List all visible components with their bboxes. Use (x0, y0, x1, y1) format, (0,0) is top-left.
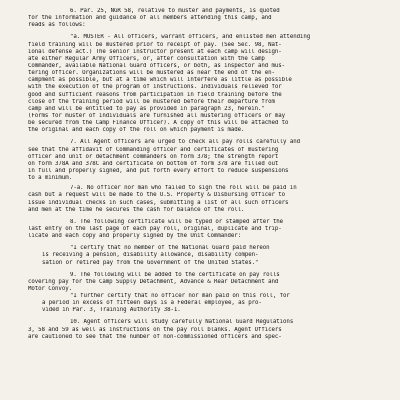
federal-employee-certificate-line: vided in Par. 3, Training Authority 38-1. (42, 307, 181, 314)
muster-quote-line: "a. MUSTER - All officers, warrant officers, and enlisted men attending (70, 34, 311, 41)
paragraph-8-line: last entry on the last page of each pay roll, original, duplicate and trip- (28, 225, 282, 232)
paragraph-7 (28, 139, 388, 182)
muster-quote-line: ional defense act.) The senior instructor present at each camp will design- (28, 48, 282, 55)
muster-quote-line: close of the training period will be mustered before their departure from (28, 98, 275, 105)
paragraph-7-line: on form 378A and 378C and certificate on bottom of form 378 are filled out (28, 160, 279, 167)
muster-quote-line: (Forms for muster of individuals are furnished all mustering officers or may (28, 112, 286, 119)
paragraph-6 (28, 8, 388, 134)
paragraph-7-line: 7. All Agent officers are urged to check all pay rolls carefully and (70, 139, 300, 146)
paragraph-8-line: licate and each copy and properly signed by the Unit Commander: (28, 233, 242, 240)
paragraph-10 (28, 319, 388, 340)
pension-certificate-line: is receiving a pension, disability allowance, disability compen- (42, 252, 259, 259)
paragraph-7-line: in full and properly signed, and put forth every effort to reduce suspensions (28, 167, 289, 174)
muster-quote-line: Commander, available National Guard officers, or both, as inspector and mus- (28, 62, 286, 69)
paragraph-7-line: officer and unit or detachment commanders on form 378; the strength report (28, 153, 279, 160)
muster-quote-line: be secured from the Camp Finance Officer). A copy of this will be attached to (28, 120, 289, 127)
paragraph-10-line: 3, 58 and 59 as well as instructions on the pay roll blanks. Agent Officers (28, 326, 282, 333)
paragraph-7-line: see that the affidavit of Commanding officer and certificates of mustering (28, 146, 279, 153)
muster-quote-line: with the execution of the program of instructions. Individuals relieved for (28, 84, 282, 91)
muster-quote-line: the original and each copy of the roll on which payment is made. (28, 127, 245, 134)
paragraph-8 (28, 219, 388, 267)
paragraph-7a (28, 185, 388, 214)
paragraph-6-line: reads as follows: (28, 22, 86, 29)
federal-employee-certificate-line: a period in excess of fifteen days is a Federal employee, as pro- (42, 300, 262, 307)
paragraph-10-line: are cautioned to see that the number of non-commissioned officers and spec- (28, 333, 282, 340)
paragraph-9-line: Motor Convoy. (28, 285, 72, 292)
paragraph-9-line: 9. The following will be added to the certificate on pay rolls (70, 271, 280, 278)
paragraph-7-line: to a minimum. (28, 175, 72, 182)
muster-quote-line: tering officer. Organizations will be mustered as near the end of the en- (28, 70, 275, 77)
muster-quote-line: field training will be mustered prior to receipt of pay. (See Sec. 98, Nat- (28, 41, 282, 48)
pension-certificate-line: sation or retired pay from the Government of the United States." (42, 259, 259, 266)
paragraph-6-line: 6. Par. 25, NGR 58, relative to muster and payments, is quoted (70, 8, 280, 14)
paragraph-7a-line: and men at the time he secures the cash for balance of the roll. (28, 206, 245, 213)
paragraph-10-line: 10. Agent officers will study carefully National Guard Regulations (70, 319, 294, 326)
paragraph-7a-line: 7-a. No officer nor man who failed to sign the roll will be paid in (70, 185, 297, 192)
paragraph-8-line: 8. The following certificate will be typed or stamped after the (70, 218, 284, 225)
muster-quote-line: ate either Regular Army Officers, or, after consultation with the Camp (28, 55, 265, 62)
muster-quote-line: camp and will be entitled to pay as provided in paragraph 23, herein." (28, 105, 265, 112)
paragraph-9-line: covering pay for the Camp Supply Detachment, Advance & Rear Detachment and (28, 278, 279, 285)
paragraph-9 (28, 272, 388, 315)
pension-certificate-line: "I certify that no member of the National Guard paid hereon (70, 245, 270, 252)
federal-employee-certificate-line: "I further certify that no officer nor man paid on this roll, for (70, 293, 290, 300)
muster-quote-line: campment as possible, but at a time which will interfere as little as possible (28, 77, 292, 84)
muster-quote-line: good and sufficient reasons from participation in field training before the (28, 91, 282, 98)
paragraph-6-line: for the information and guidance of all members attending this camp, and (28, 15, 272, 22)
paragraph-7a-line: issue individual checks in such cases, submitting a list of all such officers (28, 199, 289, 206)
paragraph-7a-line: cash but a request will be made to the U.S. Property & Disbursing Officer to (28, 192, 286, 199)
